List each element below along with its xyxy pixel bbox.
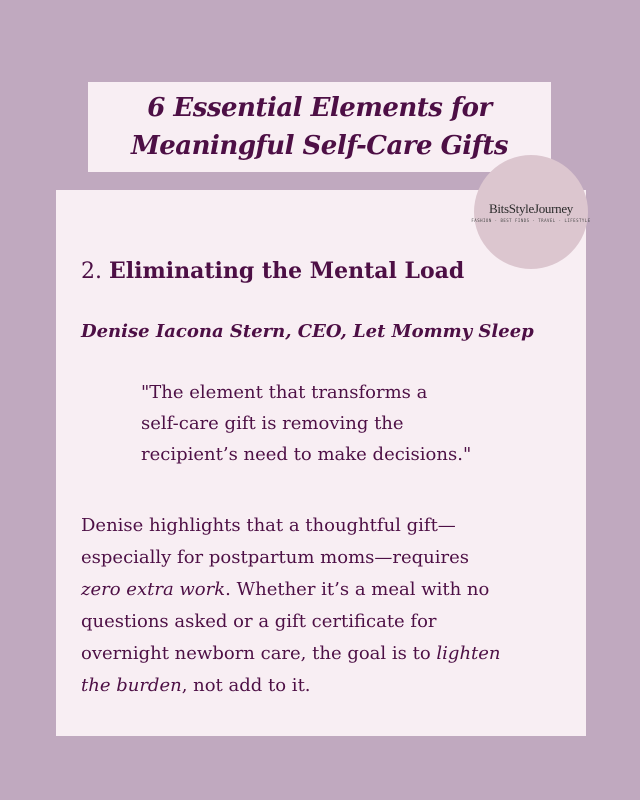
section-title: Eliminating the Mental Load — [109, 258, 465, 284]
brand-logo-badge — [471, 155, 591, 269]
quote-line-2: self-care gift is removing the — [141, 413, 404, 434]
body-emphasis-the-burden: the burden — [81, 675, 182, 696]
title-line-2: Meaningful Self-Care Gifts — [130, 131, 509, 161]
body-line-4: questions asked or a gift certificate for — [81, 611, 437, 632]
section-number: 2. — [81, 259, 102, 284]
brand-logo-name: BitsStyleJourney — [488, 201, 574, 216]
body-line-6-rest: , not add to it. — [181, 675, 311, 696]
body-line-2: especially for postpartum moms—requires — [81, 547, 470, 568]
body-line-3 — [81, 574, 581, 606]
body-line-5 — [81, 638, 581, 670]
section-heading — [81, 254, 464, 289]
body-line-3-rest: . Whether it’s a meal with no — [225, 579, 490, 600]
quote-line-3: recipient’s need to make decisions." — [141, 444, 472, 465]
title-line-1: 6 Essential Elements for — [147, 93, 492, 123]
title-banner — [88, 82, 551, 172]
body-line-5-start: overnight newborn care, the goal is to — [81, 643, 437, 664]
quote-attribution: Denise Iacona Stern, CEO, Let Mommy Sleep — [81, 321, 534, 342]
pull-quote — [141, 377, 561, 470]
body-line-1: Denise highlights that a thoughtful gift— — [81, 515, 456, 536]
quote-line-1: "The element that transforms a — [141, 382, 428, 403]
body-paragraph — [81, 510, 581, 702]
body-emphasis-zero-extra-work: zero extra work — [81, 579, 226, 600]
brand-logo-tagline: FASHION · BEST FINDS · TRAVEL · LIFESTYLE — [471, 218, 591, 223]
body-emphasis-lighten: lighten — [436, 643, 501, 664]
body-line-6 — [81, 670, 581, 702]
